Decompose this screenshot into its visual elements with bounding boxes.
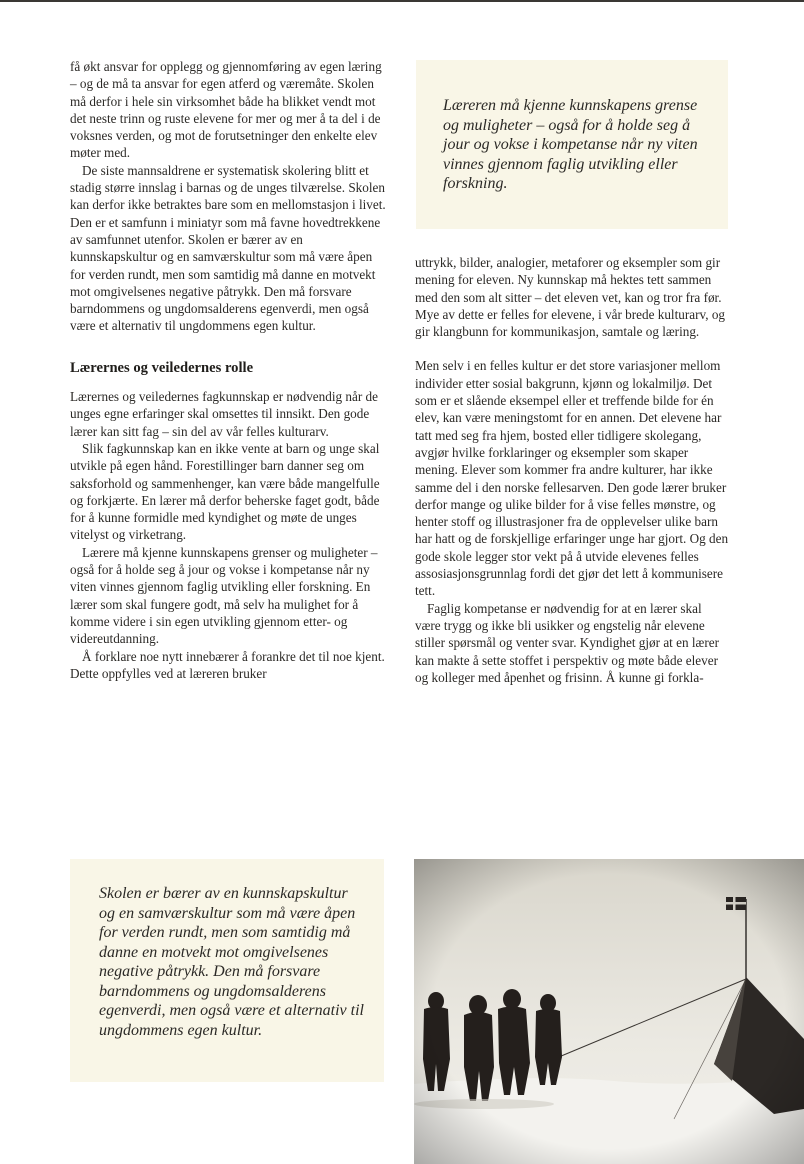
pull-quote-text: Skolen er bærer av en kunnskapskultur og en samværskultur som må være åpen for verden rundt, men som samtidig må danne en motvekt mot omgivelsenes negative påtrykk. Den må forsvare barndommens og ungdomsalderens egenverdi, men også være et alternativ til ungdommens egen kultur. <box>99 885 364 1039</box>
section-heading: Lærernes og veiledernes rolle <box>70 359 254 376</box>
paragraph: De siste mannsaldrene er systematisk skolering blitt et stadig større innslag i barnas og de unges tilværelse. Skolen kan derfor ikke betraktes bare som en mellomstasjon i livet. Den er et samfunn i miniatyr som må favne hovedtrekkene av samfunnet utenfor. Skolen er bærer av en kunnskapskultur og en samværskultur som må være åpen for verden rundt, men som samtidig må danne en motvekt mot omgivelsenes negative påtrykk. Den må forsvare barndommens og ungdomsalderens egenverdi, men også være et alternativ til ungdommens egen kultur. <box>70 162 386 334</box>
pull-quote-top <box>416 60 728 229</box>
paragraph: Lærernes og veiledernes fagkunnskap er nødvendig når de unges egne erfaringer skal omsettes til innsikt. Den gode lærer kan sitt fag – sin del av vår felles kulturarv. <box>70 389 378 439</box>
paragraph: Slik fagkunnskap kan en ikke vente at barn og unge skal utvikle på egen hånd. Forestillinger barn danner seg om saksforhold og sammenhenger, kan være både mangelfulle og forkjærte. En lærer må derfor beherske faget godt, både for å kunne formidle med kyndighet og møte de unges vitelyst og virketrang. <box>70 440 380 543</box>
left-column <box>70 58 386 682</box>
paragraph: uttrykk, bilder, analogier, metaforer og eksempler som gir mening for eleven. Ny kunnskap må hektes tett sammen med den som alt sitter – det eleven vet, kan og tror fra før. Mye av dette er felles for elevene, i vår brede kulturarv, og gir klangbunn for kommunikasjon, samtale og læring. <box>415 255 726 340</box>
pull-quote-bottom <box>70 859 384 1082</box>
paragraph: Men selv i en felles kultur er det store variasjoner mellom individer etter sosial bakgrunn, kjønn og lokalmiljø. Det som er et slående eksempel eller et treffende bilde for én elev, kan være meningstomt for en annen. Det elevene har tatt med seg fra hjem, bosted eller tidligere skolegang, avgjør hvilke forklaringer og eksempler som skaper mening. Elever som kommer fra andre kulturer, har ikke samme del i den norske fellesarven. Den gode lærer bruker derfor mange og ulike bilder for å vise felles mønstre, og henter stoff og illustrasjoner fra de opplevelser ulike barn har hatt og de forskjellige erfaringer unge har gjort. Og den gode skole legger stor vekt på å utvide elevenes felles assosiasjonsgrunnlag fordi det gjør det lett å kommunisere tett. <box>415 358 729 599</box>
pull-quote-text: Læreren må kjenne kunnskapens grense og muligheter – også for å holde seg å jour og vokse i kompetanse når ny viten vinnes gjennom faglig utvikling eller forskning. <box>443 97 698 192</box>
right-column <box>415 254 729 686</box>
paragraph: Lærere må kjenne kunnskapens grenser og muligheter – også for å holde seg å jour og vokse i kompetanse når ny viten vinnes gjennom faglig utvikling eller forskning. En lærer som skal fungere godt, må selv ha mulighet for å komme videre i sin egen utvikling gjennom etter- og videreutdanning. <box>70 544 378 647</box>
top-rule <box>0 0 804 2</box>
polar-expedition-photo <box>414 859 804 1164</box>
paragraph: Faglig kompetanse er nødvendig for at en lærer skal være trygg og ikke bli usikker og engstelig når elevene stiller spørsmål og venter svar. Kyndighet gjør at en lærer kan makte å sette stoffet i perspektiv og møte både elever og kolleger med åpenhet og frisinn. Å kunne gi forkla- <box>415 600 719 685</box>
paragraph: Å forklare noe nytt innebærer å forankre det til noe kjent. Dette oppfylles ved at læreren bruker <box>70 648 385 681</box>
paragraph: få økt ansvar for opplegg og gjennomføring av egen læring – og de må ta ansvar for egen atferd og væremåte. Skolen må derfor i hele sin virksomhet både ha blikket vendt mot det neste trinn og ruste elevene for mer og mer å ta del i de voksnes verden, og mot de forutsetninger den enkelte elev møter med. <box>70 59 382 161</box>
